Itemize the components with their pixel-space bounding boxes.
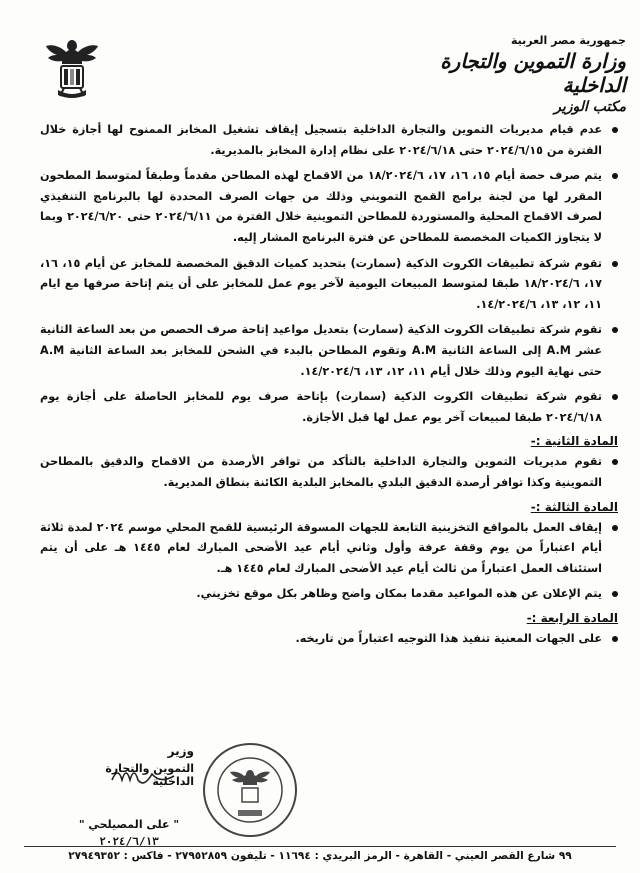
- footer-address: ٩٩ شارع القصر العيني - القاهرة - الرمز البريدي : ١١٦٩٤ - تليفون ٢٧٩٥٢٨٥٩ - فاكس : ٢٧٩٤٩٣٥٢: [68, 850, 572, 862]
- eagle-emblem-icon: [44, 36, 100, 102]
- item-text: عدم قيام مديريات التموين والتجارة الداخلية بتسجيل إيقاف تشغيل المخابز الممنوح لها أجازة خلال الفترة من ٢٠٢٤/٦/١٥ حتى ٢٠٢٤/٦/١٨ على نظام إدارة المخابز بالمديرية.: [40, 123, 602, 157]
- article-4-title: المادة الرابعة :-: [526, 610, 618, 625]
- article-3-title: المادة الثالثة :-: [530, 499, 618, 514]
- bullet-icon: [612, 327, 618, 333]
- letterhead: [406, 34, 626, 115]
- ministry-name: وزارة التموين والتجارة الداخلية: [440, 49, 626, 97]
- bullet-icon: [612, 591, 618, 597]
- item-text: على الجهات المعنية تنفيذ هذا التوجيه اعتباراً من تاريخه.: [295, 631, 602, 645]
- bullet-icon: [612, 459, 618, 465]
- office-name: مكتب الوزير: [554, 99, 626, 115]
- item-text: تقوم مديريات التموين والتجارة الداخلية بالتأكد من توافر الأرصدة من الاقماح والدقيق بالمطاحن التموينية وكذا توافر أرصدة الدقيق البلدي بالمخابز البلدية الكائنة بنطاق المديرية.: [40, 455, 602, 489]
- footer-divider: [24, 846, 616, 847]
- list-item: [40, 120, 618, 161]
- list-item: [40, 320, 618, 382]
- decree-body: [40, 120, 618, 654]
- bullet-icon: [612, 394, 618, 400]
- list-item: [40, 452, 618, 493]
- list-item: [40, 254, 618, 316]
- bullet-icon: [612, 636, 618, 642]
- country-name: جمهورية مصر العربية: [511, 34, 626, 47]
- article-2-title: المادة الثانية :-: [530, 434, 618, 449]
- item-text: تقوم شركة تطبيقات الكروت الذكية (سمارت) بإتاحة صرف يوم للمخابز الحاصلة على أجازة يوم ٢٠٢٤/٦/١٨ طبقا لمبيعات آخر يوم عمل لها قبل الأجازة.: [40, 390, 602, 424]
- item-text: يتم الإعلان عن هذه المواعيد مقدما بمكان واضح وظاهر بكل موقع تخزيني.: [196, 587, 602, 601]
- signature-date: ٢٠٢٤/٦/١٣: [99, 835, 159, 848]
- list-item: [40, 518, 618, 580]
- item-text: تقوم شركة تطبيقات الكروت الذكية (سمارت) بتعديل مواعيد إتاحة صرف الحصص من بعد الساعة الثانية عشر A.M إلى الساعة الثانية A.M وتقوم المطاحن بالبدء في الشحن للمخابز بعد الساعة الثانية A.M حتى نهاية اليوم وذلك خلال أيام ١١، ١٢، ١٣، ١٤/٢٠٢٤/٦.: [40, 323, 602, 378]
- signer-name: " على المصيلحي ": [78, 818, 180, 831]
- signer-title: وزير: [167, 744, 194, 758]
- handwritten-signature-icon: [108, 760, 178, 790]
- item-text: تقوم شركة تطبيقات الكروت الذكية (سمارت) بتحديد كميات الدقيق المخصصة للمخابز عن أيام ١٥، ١٦، ١٧، ١٨/٢٠٢٤/٦ طبقا لمتوسط المبيعات اليومية لآخر يوم عمل للمخابز على أن يتم إتاحة صرفها مع ايام ١١، ١٢، ١٣، ١٤/٢٠٢٤/٦.: [40, 256, 602, 311]
- official-seal-icon: [200, 740, 300, 840]
- bullet-icon: [612, 127, 618, 133]
- signer-ministry: التموين والتجارة الداخلية: [105, 762, 194, 788]
- list-item: [40, 166, 618, 248]
- list-item: [40, 387, 618, 428]
- list-item: [40, 584, 618, 605]
- bullet-icon: [612, 261, 618, 267]
- item-text: يتم صرف حصة أيام ١٥، ١٦، ١٧، ١٨/٢٠٢٤/٦ من الاقماح لهذه المطاحن مقدماً وطبقاً لمتوسط المطحون المقرر لها من لجنة برامج القمح التمويني وذلك من جهات الصرف المحددة لها بالبرنامج التنفيذي لصرف الاقماح المحلية والمستوردة للمطاحن التموينية خلال الفترة من ٢٠٢٤/٦/١١ حتى ٢٠٢٤/٦/٢٠ وبما لا يتجاوز الكميات المخصصة للمطاحن عن فترة البرنامج المشار إليه.: [40, 169, 602, 244]
- item-text: إيقاف العمل بالمواقع التخزينية التابعة للجهات المسوقة الرئيسية للقمح المحلي موسم ٢٠٢٤ لمدة ثلاثة أيام اعتباراً من يوم وقفة عرفة وأول وثاني أيام عيد الأضحى المبارك لعام ١٤٤٥ هـ على أن يتم استئناف العمل اعتباراً من ثالث أيام عيد الأضحى المبارك لعام ١٤٤٥ هـ.: [40, 520, 602, 575]
- bullet-icon: [612, 173, 618, 179]
- bullet-icon: [612, 525, 618, 531]
- list-item: [40, 629, 618, 650]
